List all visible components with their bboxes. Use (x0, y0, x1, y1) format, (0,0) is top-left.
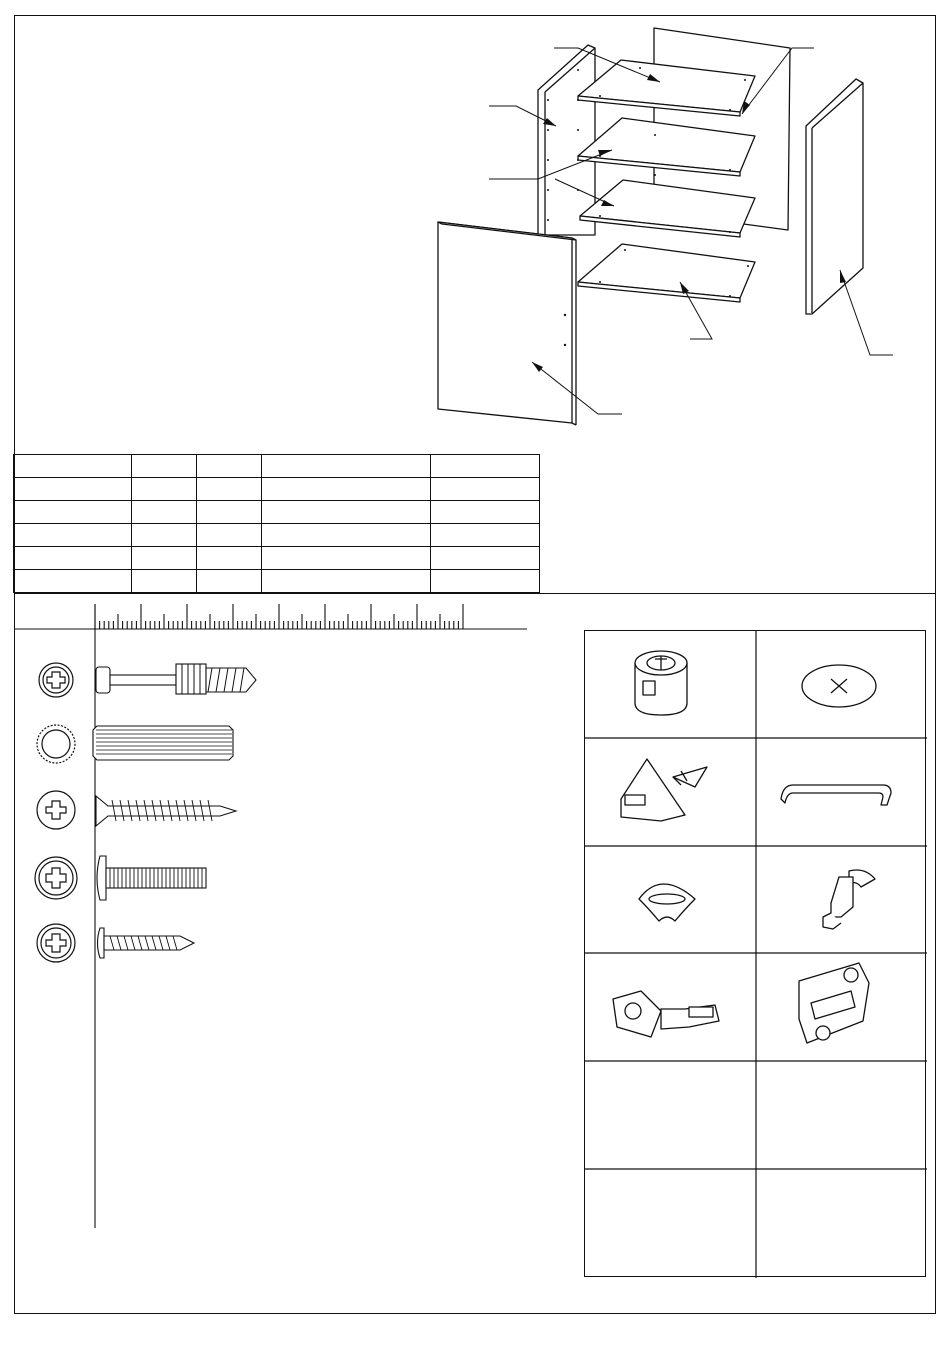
machine-screw-icon (35, 857, 77, 899)
knob-cap-icon (639, 884, 695, 921)
hardware-grid (584, 630, 926, 1277)
shelf-support-icon (823, 870, 875, 929)
concealed-hinge-icon (613, 991, 719, 1037)
wood-dowel-icon (37, 725, 75, 763)
cover-cap-icon (802, 665, 876, 707)
pan-head-screw-icon (37, 924, 75, 962)
cam-bolt-icon (39, 663, 73, 697)
corner-bracket-icon (621, 759, 707, 821)
cam-lock-icon (635, 651, 687, 715)
hinge-mounting-plate-icon (799, 963, 869, 1043)
countersunk-screw-icon (37, 791, 75, 829)
bar-handle-icon (781, 785, 891, 805)
